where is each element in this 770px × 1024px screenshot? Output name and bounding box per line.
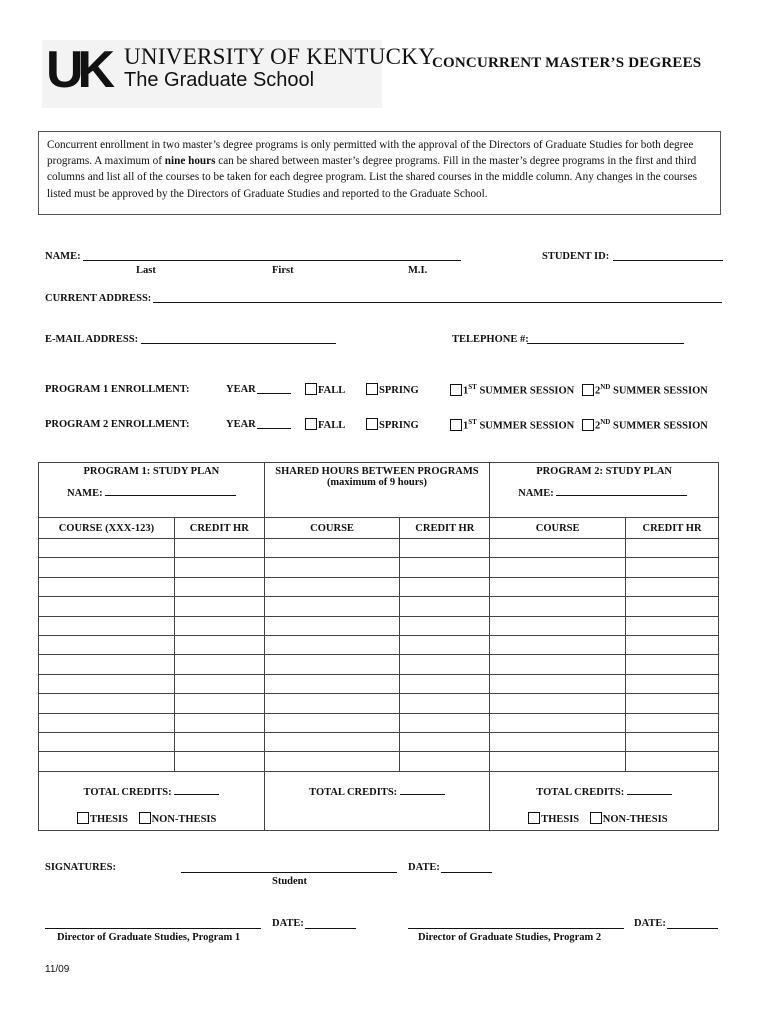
instructions-text-1: Concurrent enrollment in two master’s degree programs is only permitted with the approval of the Directors of Graduate Studies for both degree programs. A maximum of — [47, 139, 694, 168]
program2-spring-label: SPRING — [379, 420, 419, 431]
program2-summer1-checkbox[interactable] — [450, 419, 462, 431]
table-row — [39, 674, 719, 693]
p2-credit-cell[interactable] — [626, 597, 719, 616]
p2-credit-cell[interactable] — [626, 694, 719, 713]
p1-course-cell[interactable] — [39, 752, 175, 771]
p2-credit-cell[interactable] — [626, 577, 719, 596]
shared-course-cell[interactable] — [264, 655, 400, 674]
telephone-field[interactable] — [527, 332, 684, 344]
student-signature-caption: Student — [272, 876, 308, 887]
name-sub-last: Last — [136, 265, 156, 276]
col-credit-shared: CREDIT HR — [400, 518, 490, 539]
shared-hours-header — [264, 463, 489, 518]
shared-hours-title: SHARED HOURS BETWEEN PROGRAMS — [275, 466, 479, 477]
p1-credit-cell[interactable] — [174, 732, 264, 751]
p1-course-cell[interactable] — [39, 558, 175, 577]
shared-credit-cell[interactable] — [400, 577, 490, 596]
program1-non-thesis-checkbox[interactable] — [139, 812, 151, 824]
table-row — [39, 616, 719, 635]
shared-course-cell[interactable] — [264, 752, 400, 771]
dgs2-date-label: DATE: — [634, 918, 666, 929]
shared-hours-subtitle: (maximum of 9 hours) — [326, 477, 427, 488]
table-row — [39, 713, 719, 732]
shared-course-cell[interactable] — [264, 539, 400, 558]
program2-fall-checkbox[interactable] — [305, 418, 317, 430]
logo-university-name: UNIVERSITY OF KENTUCKY — [124, 44, 436, 69]
table-row — [39, 539, 719, 558]
p2-credit-cell[interactable] — [626, 558, 719, 577]
program1-spring-label: SPRING — [379, 385, 419, 396]
col-course-p2: COURSE — [490, 518, 626, 539]
p1-credit-cell[interactable] — [174, 635, 264, 654]
program1-total-field[interactable] — [174, 784, 219, 795]
dgs1-date-label: DATE: — [272, 918, 304, 929]
program1-non-thesis-label: NON-THESIS — [151, 813, 217, 825]
p2-course-cell[interactable] — [490, 713, 626, 732]
shared-course-cell[interactable] — [264, 694, 400, 713]
shared-credit-cell[interactable] — [400, 539, 490, 558]
table-row — [39, 597, 719, 616]
shared-course-cell[interactable] — [264, 635, 400, 654]
study-plan-body — [39, 539, 719, 772]
program1-thesis-label: THESIS — [90, 813, 128, 825]
p2-credit-cell[interactable] — [626, 713, 719, 732]
program2-summer2-num: 2 — [595, 420, 601, 432]
program1-year-field[interactable] — [257, 382, 291, 394]
p2-course-cell[interactable] — [490, 752, 626, 771]
p1-course-cell[interactable] — [39, 616, 175, 635]
table-row — [39, 732, 719, 751]
table-row — [39, 577, 719, 596]
program2-enrollment-label: PROGRAM 2 ENROLLMENT: — [45, 419, 190, 430]
p1-course-cell[interactable] — [39, 674, 175, 693]
p2-course-cell[interactable] — [490, 539, 626, 558]
student-signature-field[interactable] — [181, 861, 397, 873]
shared-credit-cell[interactable] — [400, 635, 490, 654]
address-field[interactable] — [153, 291, 722, 303]
shared-credit-cell[interactable] — [400, 616, 490, 635]
program2-non-thesis-checkbox[interactable] — [590, 812, 602, 824]
shared-credit-cell[interactable] — [400, 694, 490, 713]
shared-total-field[interactable] — [400, 784, 445, 795]
col-credit-p1: CREDIT HR — [174, 518, 264, 539]
p2-credit-cell[interactable] — [626, 616, 719, 635]
p2-credit-cell[interactable] — [626, 539, 719, 558]
address-label: CURRENT ADDRESS: — [45, 293, 152, 304]
p2-course-cell[interactable] — [490, 558, 626, 577]
p2-course-cell[interactable] — [490, 655, 626, 674]
p2-credit-cell[interactable] — [626, 674, 719, 693]
p2-course-cell[interactable] — [490, 732, 626, 751]
p1-course-cell[interactable] — [39, 577, 175, 596]
instructions-bold: nine hours — [164, 155, 216, 168]
shared-course-cell[interactable] — [264, 616, 400, 635]
p2-credit-cell[interactable] — [626, 655, 719, 674]
program1-summer1-num: 1 — [463, 385, 469, 397]
p1-credit-cell[interactable] — [174, 577, 264, 596]
telephone-label: TELEPHONE #: — [452, 334, 529, 345]
p1-credit-cell[interactable] — [174, 597, 264, 616]
revision-date: 11/09 — [45, 964, 70, 975]
instructions-box — [38, 131, 721, 215]
p1-course-cell[interactable] — [39, 732, 175, 751]
table-row — [39, 752, 719, 771]
shared-course-cell[interactable] — [264, 713, 400, 732]
shared-credit-cell[interactable] — [400, 752, 490, 771]
student-id-field[interactable] — [613, 249, 723, 261]
student-id-label: STUDENT ID: — [542, 251, 610, 262]
signatures-label: SIGNATURES: — [45, 862, 116, 873]
column-header-row — [39, 518, 719, 539]
shared-course-cell[interactable] — [264, 597, 400, 616]
program2-total-field[interactable] — [627, 784, 672, 795]
dgs1-signature-caption: Director of Graduate Studies, Program 1 — [57, 932, 241, 943]
dgs2-signature-caption: Director of Graduate Studies, Program 2 — [418, 932, 602, 943]
program2-summer1-label: SUMMER SESSION — [479, 420, 575, 432]
shared-credit-cell[interactable] — [400, 674, 490, 693]
p1-course-cell[interactable] — [39, 539, 175, 558]
p1-credit-cell[interactable] — [174, 694, 264, 713]
program1-study-plan-header — [39, 463, 265, 518]
program2-summer1-num: 1 — [463, 420, 469, 432]
email-label: E-MAIL ADDRESS: — [45, 334, 139, 345]
program1-study-plan-title: PROGRAM 1: STUDY PLAN — [83, 466, 220, 477]
program2-name-field[interactable] — [556, 485, 687, 496]
study-plan-header-row — [39, 463, 719, 518]
p2-course-cell[interactable] — [490, 674, 626, 693]
p2-credit-cell[interactable] — [626, 635, 719, 654]
program1-summer2-label: SUMMER SESSION — [613, 385, 708, 397]
program2-summer2-sup: ND — [600, 418, 611, 426]
instructions-text-2: can be shared between master’s degree programs. Fill in the master’s degree programs in the first and third columns and list all of the courses to be taken for each degree program. List the shared courses in the middle column. Any changes in the courses listed must be approved by the Directors of Graduate Studies and reported to the Graduate School. — [47, 155, 697, 200]
program2-summer1-sup: ST — [468, 418, 477, 426]
dgs1-date-field[interactable] — [305, 917, 356, 929]
program1-summer1-label: SUMMER SESSION — [479, 385, 575, 397]
program1-summer1-sup: ST — [468, 383, 477, 391]
p1-course-cell[interactable] — [39, 713, 175, 732]
p1-credit-cell[interactable] — [174, 558, 264, 577]
program2-total-label: TOTAL CREDITS: — [536, 786, 625, 798]
program1-total-label: TOTAL CREDITS: — [83, 786, 172, 798]
shared-course-cell[interactable] — [264, 577, 400, 596]
dgs1-signature-field[interactable] — [45, 917, 261, 929]
p1-credit-cell[interactable] — [174, 539, 264, 558]
shared-credit-cell[interactable] — [400, 655, 490, 674]
table-row — [39, 655, 719, 674]
shared-course-cell[interactable] — [264, 674, 400, 693]
study-plan-table — [38, 462, 719, 831]
table-row — [39, 558, 719, 577]
program2-summer2-checkbox[interactable] — [582, 419, 594, 431]
shared-footer — [264, 771, 489, 830]
p1-credit-cell[interactable] — [174, 674, 264, 693]
program1-year-label: YEAR — [226, 384, 256, 395]
program2-year-label: YEAR — [226, 419, 256, 430]
program1-summer2-checkbox[interactable] — [582, 384, 594, 396]
p1-course-cell[interactable] — [39, 635, 175, 654]
shared-credit-cell[interactable] — [400, 558, 490, 577]
col-course-shared: COURSE — [264, 518, 400, 539]
program1-name-field[interactable] — [105, 485, 236, 496]
name-field[interactable] — [83, 249, 461, 261]
p1-course-cell[interactable] — [39, 597, 175, 616]
page-title: CONCURRENT MASTER’S DEGREES — [432, 55, 702, 71]
program1-summer2-sup: ND — [600, 383, 611, 391]
program2-year-field[interactable] — [257, 417, 291, 429]
uk-logo-mark: UK — [46, 41, 110, 99]
program2-spring-checkbox[interactable] — [366, 418, 378, 430]
program2-footer — [490, 771, 719, 830]
p1-course-cell[interactable] — [39, 694, 175, 713]
shared-credit-cell[interactable] — [400, 597, 490, 616]
logo-school-name: The Graduate School — [124, 69, 315, 91]
program1-summer1-checkbox[interactable] — [450, 384, 462, 396]
table-row — [39, 694, 719, 713]
name-label: NAME: — [45, 251, 81, 262]
student-date-label: DATE: — [408, 862, 440, 873]
program2-study-plan-title: PROGRAM 2: STUDY PLAN — [536, 466, 673, 477]
program2-name-label: NAME: — [518, 488, 554, 499]
program2-thesis-checkbox[interactable] — [528, 812, 540, 824]
shared-credit-cell[interactable] — [400, 713, 490, 732]
program1-spring-checkbox[interactable] — [366, 383, 378, 395]
p2-credit-cell[interactable] — [626, 752, 719, 771]
dgs2-signature-field[interactable] — [408, 917, 624, 929]
p1-credit-cell[interactable] — [174, 713, 264, 732]
program2-fall-label: FALL — [318, 420, 346, 431]
col-credit-p2: CREDIT HR — [626, 518, 719, 539]
program1-name-label: NAME: — [67, 488, 103, 499]
program1-fall-checkbox[interactable] — [305, 383, 317, 395]
program2-study-plan-header — [490, 463, 719, 518]
p2-credit-cell[interactable] — [626, 732, 719, 751]
program1-enrollment-label: PROGRAM 1 ENROLLMENT: — [45, 384, 190, 395]
p1-course-cell[interactable] — [39, 655, 175, 674]
shared-credit-cell[interactable] — [400, 732, 490, 751]
email-field[interactable] — [141, 332, 336, 344]
study-plan-footer-row — [39, 771, 719, 830]
col-course-p1: COURSE (XXX-123) — [39, 518, 175, 539]
program1-thesis-checkbox[interactable] — [77, 812, 89, 824]
table-row — [39, 635, 719, 654]
p2-course-cell[interactable] — [490, 635, 626, 654]
p2-course-cell[interactable] — [490, 597, 626, 616]
p1-credit-cell[interactable] — [174, 655, 264, 674]
p2-course-cell[interactable] — [490, 577, 626, 596]
shared-total-label: TOTAL CREDITS: — [309, 786, 398, 798]
shared-course-cell[interactable] — [264, 732, 400, 751]
name-sub-mi: M.I. — [408, 265, 428, 276]
p2-course-cell[interactable] — [490, 694, 626, 713]
program2-thesis-label: THESIS — [541, 813, 580, 825]
program1-fall-label: FALL — [318, 385, 346, 396]
program2-summer2-label: SUMMER SESSION — [613, 420, 708, 432]
program1-footer — [39, 771, 265, 830]
student-date-field[interactable] — [441, 861, 492, 873]
shared-course-cell[interactable] — [264, 558, 400, 577]
dgs2-date-field[interactable] — [667, 917, 718, 929]
name-sub-first: First — [272, 265, 294, 276]
p1-credit-cell[interactable] — [174, 616, 264, 635]
program1-summer2-num: 2 — [595, 385, 601, 397]
p1-credit-cell[interactable] — [174, 752, 264, 771]
p2-course-cell[interactable] — [490, 616, 626, 635]
program2-non-thesis-label: NON-THESIS — [602, 813, 668, 825]
